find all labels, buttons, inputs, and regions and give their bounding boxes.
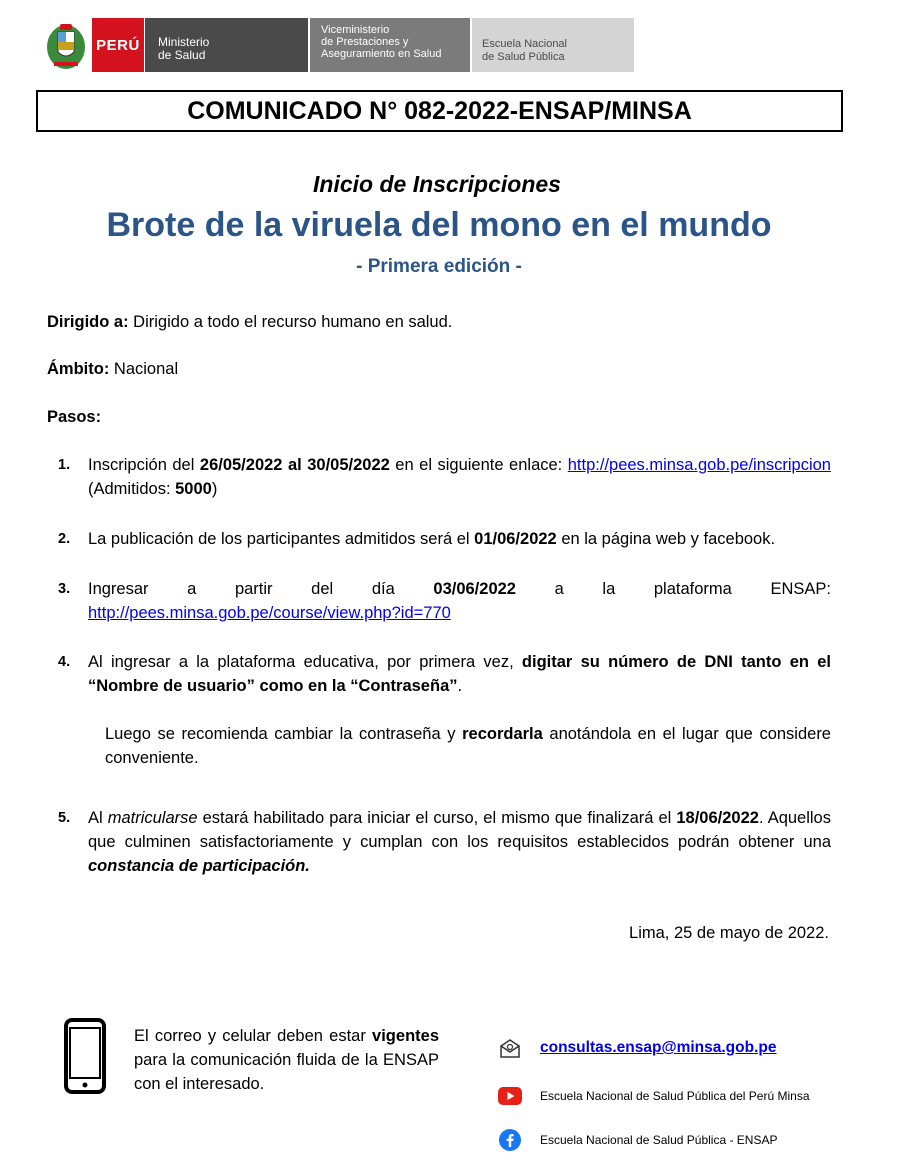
document-date: Lima, 25 de mayo de 2022. — [629, 924, 829, 942]
envelope-icon — [498, 1036, 522, 1060]
dirigido-line — [47, 310, 452, 334]
dirigido-text: Dirigido a todo el recurso humano en salud. — [128, 313, 453, 331]
peru-logo: PERÚ — [92, 18, 144, 72]
step-4: 4. Al ingresar a la plataforma educativa, por primera vez, digitar su número de DNI tanto en el “Nombre de usuario” como en la “Contraseña”. — [47, 650, 831, 722]
facebook-icon[interactable] — [498, 1128, 522, 1152]
step-2: 2. La publicación de los participantes admitidos será el 01/06/2022 en la página web y facebook. — [47, 527, 831, 577]
course-title: Brote de la viruela del mono en el mundo — [106, 206, 772, 244]
contact-note: El correo y celular deben estar vigentes para la comunicación fluida de la ENSAP con el interesado. — [134, 1027, 439, 1093]
viceministerio-logo: Viceministerio de Prestaciones y Aseguramiento en Salud — [310, 18, 470, 72]
peru-coat-of-arms-icon — [44, 18, 88, 72]
ambito-text: Nacional — [109, 360, 179, 378]
email-contact — [498, 1036, 776, 1060]
youtube-contact — [498, 1084, 810, 1108]
inscripcion-dates: 26/05/2022 al 30/05/2022 — [199, 456, 390, 474]
matricularse-text: matricularse — [107, 809, 198, 827]
subtitle-inicio: Inicio de Inscripciones — [313, 171, 561, 197]
constancia-text: constancia de participación. — [88, 857, 310, 875]
steps-list — [47, 453, 831, 878]
end-date: 18/06/2022 — [676, 809, 759, 827]
publication-date: 01/06/2022 — [474, 530, 557, 548]
dni-instruction: digitar su número de DNI tanto en el “Nombre de usuario” como en la “Contraseña” — [88, 653, 831, 695]
step-number: 3. — [58, 581, 71, 597]
youtube-channel[interactable]: Escuela Nacional de Salud Pública del Perú Minsa — [540, 1089, 810, 1103]
platform-link[interactable]: http://pees.minsa.gob.pe/course/view.php?id=770 — [88, 604, 451, 622]
facebook-contact — [498, 1128, 777, 1152]
step-number: 1. — [58, 457, 71, 473]
email-link[interactable]: consultas.ensap@minsa.gob.pe — [540, 1039, 777, 1056]
youtube-icon[interactable] — [498, 1084, 522, 1108]
inscripcion-link[interactable]: http://pees.minsa.gob.pe/inscripcion — [567, 456, 831, 474]
start-date: 03/06/2022 — [433, 580, 516, 598]
escuela-logo: Escuela Nacional de Salud Pública — [472, 18, 634, 72]
step-4-note: Luego se recomienda cambiar la contraseña y recordarla anotándola en el lugar que considere conveniente. — [105, 725, 831, 767]
document-title: COMUNICADO N° 082-2022-ENSAP/MINSA — [36, 90, 843, 132]
facebook-page[interactable]: Escuela Nacional de Salud Pública - ENSAP — [540, 1133, 778, 1147]
ambito-label: Ámbito: — [47, 360, 110, 378]
step-5: 5. Al matricularse estará habilitado para iniciar el curso, el mismo que finalizará el 18/06/2022. Aquellos que culminen satisfactoriamente y cumplan con los requisitos establecidos podrán obtener una constancia de participación. — [47, 806, 831, 878]
step-3: 3. Ingresar a partir del día 03/06/2022 a la plataforma ENSAP: http://pees.minsa.gob.pe/course/view.php?id=770 — [47, 577, 831, 650]
dirigido-label: Dirigido a: — [47, 313, 129, 331]
step-number: 2. — [58, 531, 71, 547]
step-1: 1. Inscripción del 26/05/2022 al 30/05/2022 en el siguiente enlace: http://pees.minsa.gob.pe/inscripcion (Admitidos: 5000) — [47, 453, 831, 527]
edition-label: - Primera edición - — [356, 256, 522, 277]
pasos-label: Pasos: — [47, 408, 102, 426]
ambito-line — [47, 357, 178, 381]
mobile-phone-icon — [64, 1018, 106, 1094]
step-number: 5. — [58, 810, 71, 826]
ministerio-logo: Ministerio de Salud — [145, 18, 308, 72]
recordarla-text: recordarla — [462, 725, 543, 743]
step-number: 4. — [58, 654, 71, 670]
admitidos-count: 5000 — [175, 480, 212, 498]
vigentes-text: vigentes — [372, 1027, 439, 1045]
header-logos — [44, 18, 634, 72]
